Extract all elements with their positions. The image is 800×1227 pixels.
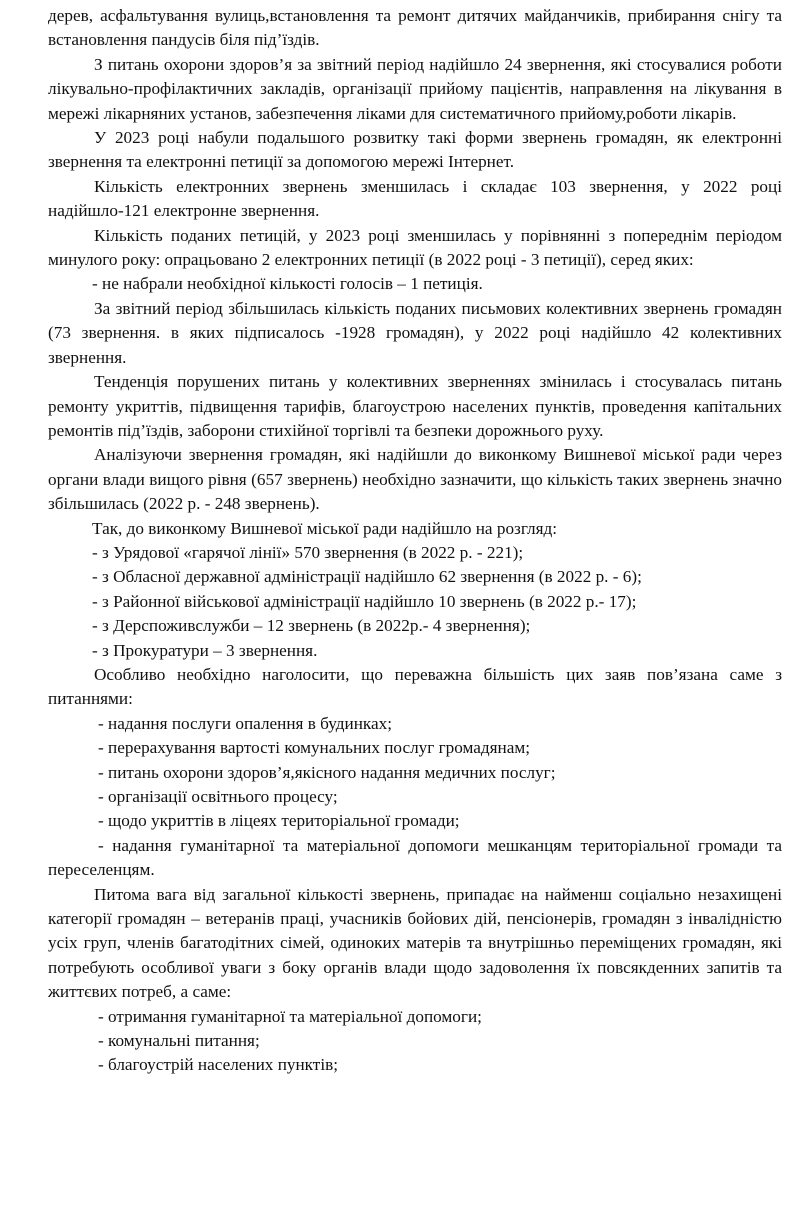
list-item: - отримання гуманітарної та матеріальної допомоги; (98, 1006, 482, 1026)
list-item: - з Районної військової адміністрації надійшло 10 звернень (в 2022 р.- 17); (92, 591, 637, 611)
list-item: - організації освітнього процесу; (98, 787, 338, 806)
list-item: - перерахування вартості комунальних послуг громадянам; (98, 738, 531, 758)
list-item: - з Дерспоживслужби – 12 звернень (в 2022р.- 4 звернення); (92, 616, 531, 636)
list-item: - з Обласної державної адміністрації надійшло 62 звернення (в 2022 р. - 6); (92, 567, 642, 587)
list-item: - щодо укриттів в ліцеях територіальної громади; (98, 811, 460, 831)
paragraph-3: У 2023 році набули подальшого розвитку такі форми звернень громадян, як електронні звернення та електронні петиції за допомогою мережі Інтернет. (48, 128, 782, 172)
paragraph-10: Особливо необхідно наголосити, що переважна більшість цих заяв пов’язана саме з питаннями: (48, 664, 782, 709)
paragraph-6: За звітний період збільшилась кількість поданих письмових колективних звернень громадян (73 звернення. в яких підписалось -1928 громадян), у 2022 році надійшло 42 колективних звернення. (48, 298, 782, 367)
paragraph-8: Аналізуючи звернення громадян, які надійшли до виконкому Вишневої міської ради через органи влади вищого рівня (657 звернень) необхідно зазначити, що кількість таких звернень значно збільшилась (2022 р. - 248 звернень). (48, 445, 782, 514)
list-item: - благоустрій населених пунктів; (98, 1055, 338, 1075)
list-item: - надання послуги опалення в будинках; (98, 713, 392, 733)
paragraph-5: Кількість поданих петицій, у 2023 році зменшилась у порівнянні з попереднім періодом минулого року: опрацьовано 2 електронних петиції (в 2022 році - 3 петиції), серед яких: (48, 225, 782, 270)
document-page (48, 4, 782, 1078)
paragraph-1: дерев, асфальтування вулиць,встановлення та ремонт дитячих майданчиків, прибирання снігу та встановлення пандусів біля під’їздів. (48, 6, 782, 50)
paragraph-9: Так, до виконкому Вишневої міської ради надійшло на розгляд: (92, 518, 558, 538)
paragraph-4: Кількість електронних звернень зменшилась і складає 103 звернення, у 2022 році надійшло-121 електронне звернення. (48, 176, 782, 221)
list-item: - питань охорони здоров’я,якісного надання медичних послуг; (98, 762, 556, 782)
list-item: - комунальні питання; (98, 1031, 260, 1051)
list-item: - надання гуманітарної та матеріальної допомоги мешканцям територіальної громади та переселенцям. (48, 835, 782, 880)
list-item: - з Урядової «гарячої лінії» 570 звернення (в 2022 р. - 221); (92, 542, 524, 562)
paragraph-7: Тенденція порушених питань у колективних зверненнях змінилась і стосувалась питань ремонту укриттів, підвищення тарифів, благоустрою населених пунктів, проведення капітальних ремонтів під’їздів, заборони стихійної торгівлі та безпеки дорожнього руху. (48, 372, 782, 440)
paragraph-2: З питань охорони здоров’я за звітний період надійшло 24 звернення, які стосувалися роботи лікувально-профілактичних закладів, організації прийому пацієнтів, направлення на лікування в мережі лікарняних установ, забезпечення ліками для систематичного прийому,роботи лікарів. (48, 54, 782, 123)
paragraph-11: Питома вага від загальної кількості звернень, припадає на найменш соціально незахищені категорії громадян – ветеранів праці, учасників бойових дій, пенсіонерів, громадян з інвалідністю усіх груп, членів багатодітних сімей, одиноких матерів та внутрішньо переміщених громадян, які потребують особливої уваги з боку органів влади щодо задоволення їх повсякденних запитів та життєвих потреб, а саме: (48, 884, 782, 1002)
list-item: - з Прокуратури – 3 звернення. (92, 640, 318, 660)
list-item: - не набрали необхідної кількості голосів – 1 петиція. (92, 274, 483, 294)
